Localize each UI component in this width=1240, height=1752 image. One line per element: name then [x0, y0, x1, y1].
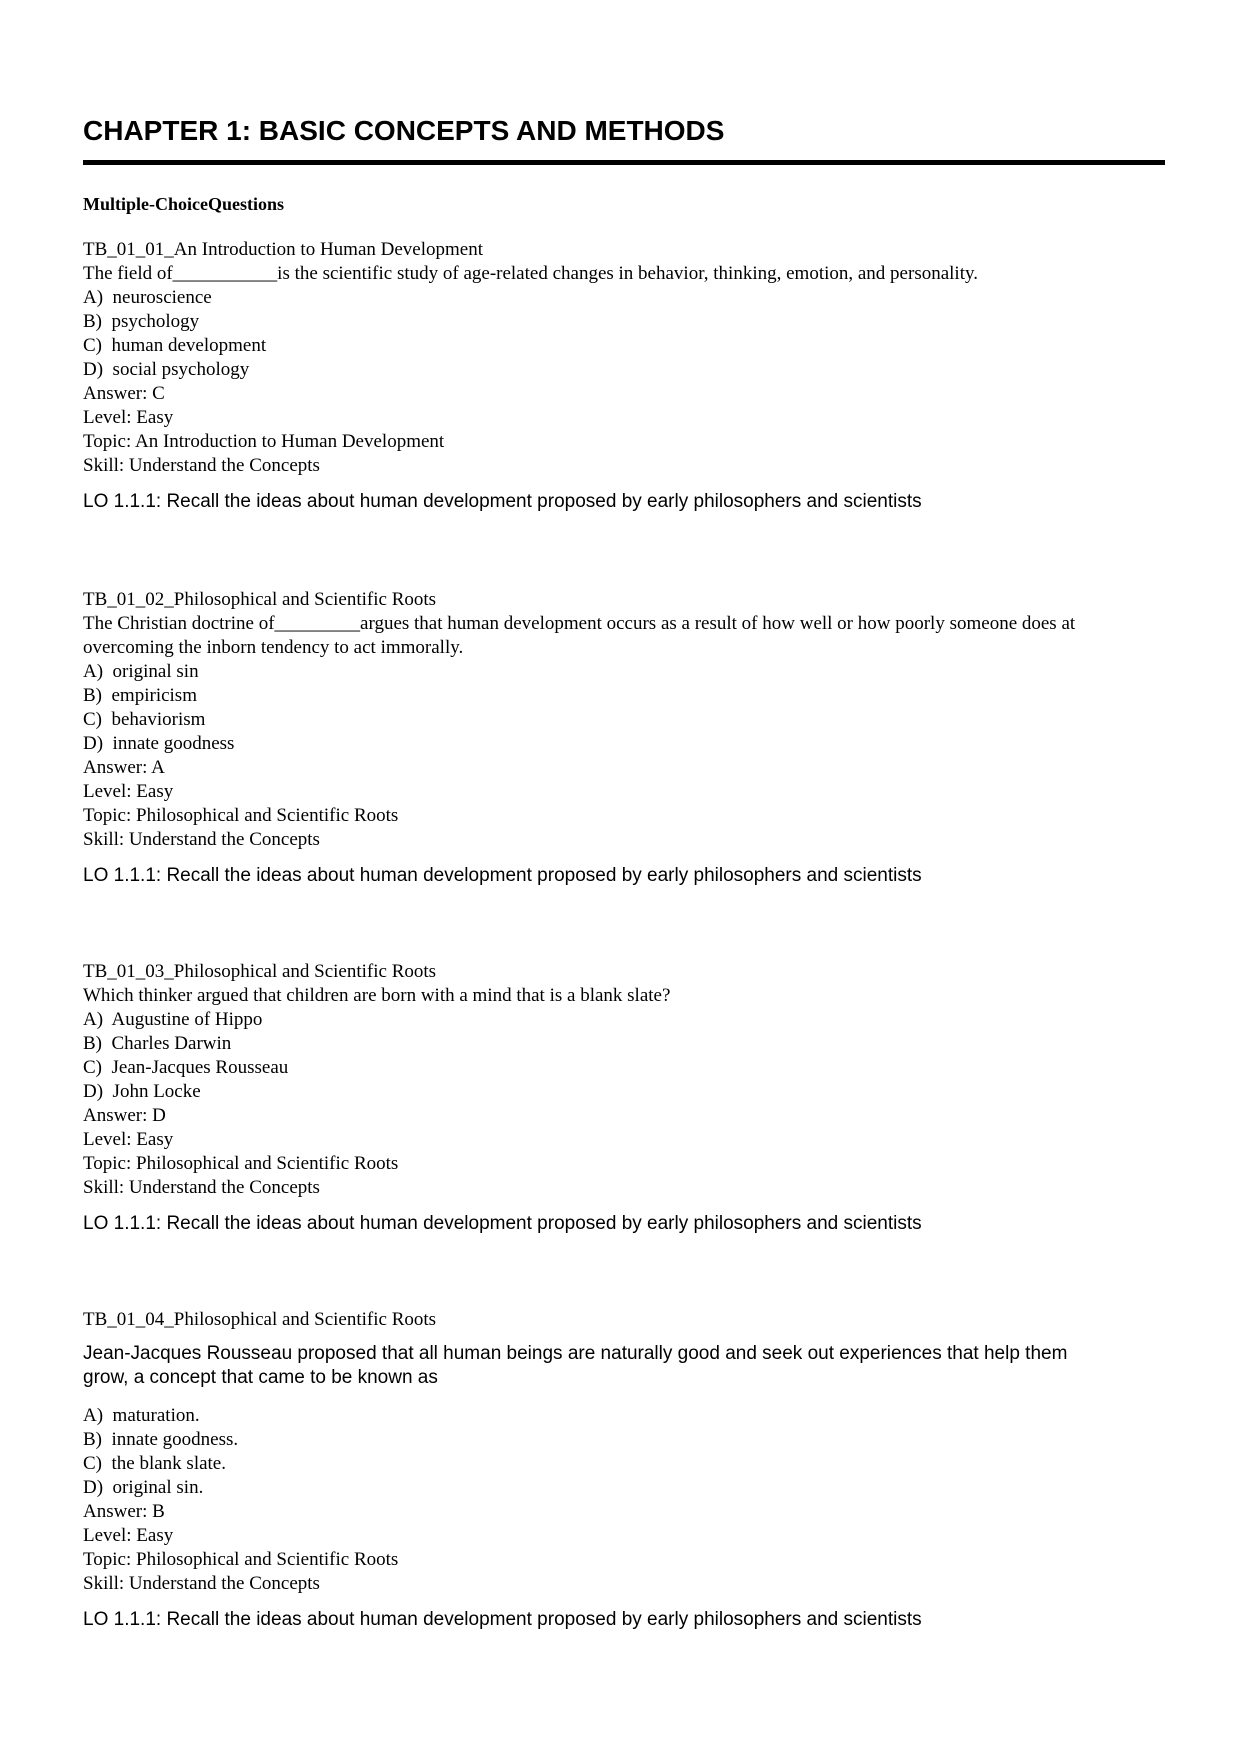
question-block: [83, 1308, 1165, 1632]
level: Level: Easy: [83, 1129, 174, 1150]
question-id: TB_01_02_Philosophical and Scientific Roots: [83, 589, 437, 610]
topic: Topic: Philosophical and Scientific Roots: [83, 1549, 399, 1570]
answer: Answer: C: [83, 383, 165, 404]
question-id: TB_01_03_Philosophical and Scientific Roots: [83, 961, 437, 982]
question-stem: Jean-Jacques Rousseau proposed that all human beings are naturally good and seek out experiences that help them grow, a concept that came to be known as: [83, 1343, 1068, 1388]
learning-objective: LO 1.1.1: Recall the ideas about human development proposed by early philosophers and scientists: [83, 865, 922, 886]
question-id: TB_01_01_An Introduction to Human Development: [83, 239, 483, 260]
learning-objective: LO 1.1.1: Recall the ideas about human development proposed by early philosophers and scientists: [83, 491, 922, 512]
option-b: B) innate goodness.: [83, 1429, 239, 1450]
option-a: A) neuroscience: [83, 287, 212, 308]
option-b: B) Charles Darwin: [83, 1033, 232, 1054]
skill: Skill: Understand the Concepts: [83, 829, 320, 850]
section-heading: Multiple-ChoiceQuestions: [83, 194, 284, 214]
title-rule: [83, 160, 1165, 165]
answer: Answer: B: [83, 1501, 165, 1522]
question-block: [83, 960, 1165, 1236]
skill: Skill: Understand the Concepts: [83, 1573, 320, 1594]
question-block: [83, 238, 1165, 514]
chapter-title: CHAPTER 1: BASIC CONCEPTS AND METHODS: [83, 115, 725, 146]
option-d: D) social psychology: [83, 359, 250, 380]
option-b: B) psychology: [83, 311, 200, 332]
question-id: TB_01_04_Philosophical and Scientific Roots: [83, 1309, 437, 1330]
option-d: D) original sin.: [83, 1477, 204, 1498]
question-stem: The field of___________is the scientific study of age-related changes in behavior, thinking, emotion, and personality.: [83, 263, 978, 284]
question-stem: The Christian doctrine of_________argues that human development occurs as a result of how well or how poorly someone does at overcoming the inborn tendency to act immorally.: [83, 613, 1080, 658]
skill: Skill: Understand the Concepts: [83, 455, 320, 476]
learning-objective: LO 1.1.1: Recall the ideas about human development proposed by early philosophers and scientists: [83, 1213, 922, 1234]
answer: Answer: A: [83, 757, 165, 778]
topic: Topic: Philosophical and Scientific Roots: [83, 1153, 399, 1174]
answer: Answer: D: [83, 1105, 166, 1126]
option-b: B) empiricism: [83, 685, 197, 706]
option-a: A) Augustine of Hippo: [83, 1009, 263, 1030]
level: Level: Easy: [83, 781, 174, 802]
level: Level: Easy: [83, 407, 174, 428]
learning-objective: LO 1.1.1: Recall the ideas about human development proposed by early philosophers and scientists: [83, 1609, 922, 1630]
level: Level: Easy: [83, 1525, 174, 1546]
option-d: D) John Locke: [83, 1081, 201, 1102]
option-a: A) original sin: [83, 661, 199, 682]
skill: Skill: Understand the Concepts: [83, 1177, 320, 1198]
option-d: D) innate goodness: [83, 733, 235, 754]
option-c: C) behaviorism: [83, 709, 206, 730]
question-block: [83, 588, 1165, 888]
topic: Topic: An Introduction to Human Development: [83, 431, 445, 452]
topic: Topic: Philosophical and Scientific Roots: [83, 805, 399, 826]
option-c: C) the blank slate.: [83, 1453, 226, 1474]
question-stem: Which thinker argued that children are born with a mind that is a blank slate?: [83, 985, 671, 1006]
option-c: C) human development: [83, 335, 267, 356]
option-a: A) maturation.: [83, 1405, 200, 1426]
option-c: C) Jean-Jacques Rousseau: [83, 1057, 289, 1078]
